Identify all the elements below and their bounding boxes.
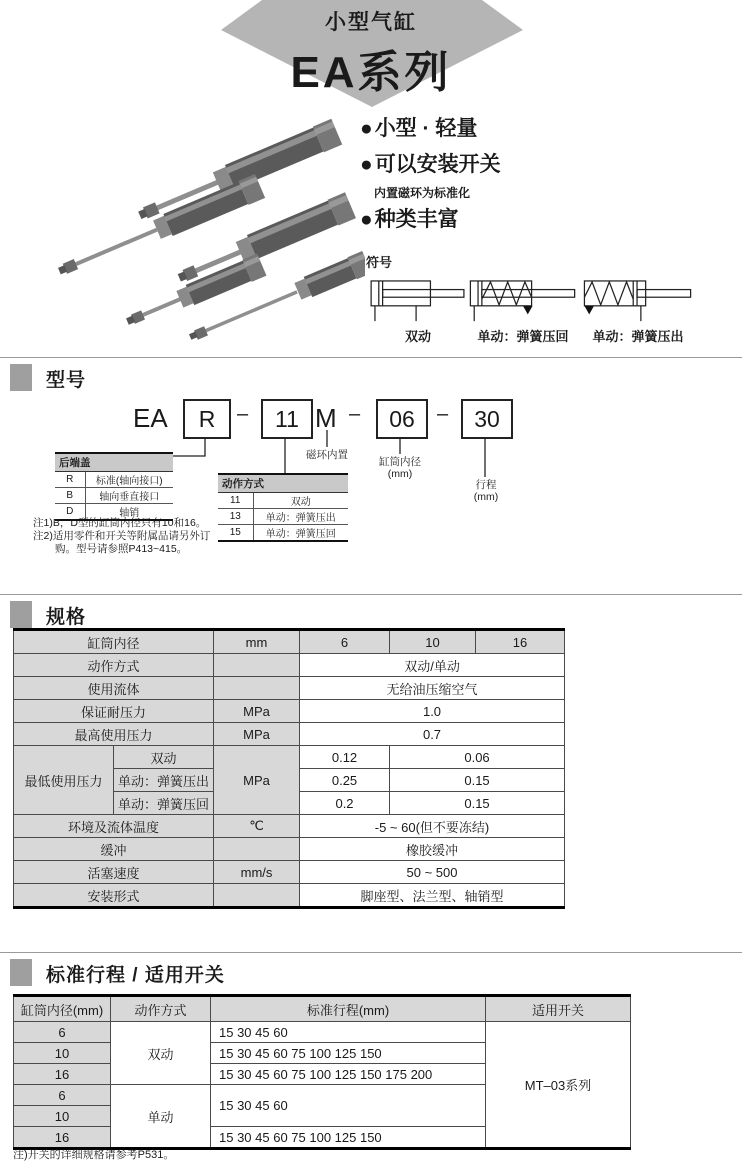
value-cell: 双动/单动 [300, 654, 565, 677]
model-code-rear-cap-box: R [183, 399, 231, 439]
spec-sublabel: 单动：弹簧压出 [114, 769, 214, 792]
unit-cell: MPa [214, 746, 300, 815]
stroke-cell: 15 30 45 60 75 100 125 150 175 200 [211, 1064, 486, 1085]
value-cell: 0.06 [390, 746, 565, 769]
stroke-cell: 15 30 45 60 75 100 125 150 [211, 1127, 486, 1149]
symbol-caption: 单动：弹簧压回 [477, 329, 569, 344]
spec-sublabel: 双动 [114, 746, 214, 769]
model-code-magnet: M [315, 403, 337, 433]
bullet-icon: ● [360, 153, 373, 176]
double-acting-symbol-icon [370, 280, 466, 324]
unit-cell [214, 884, 300, 908]
spec-label: 缓冲 [14, 838, 214, 861]
unit-cell [214, 654, 300, 677]
bullet-icon: ● [360, 117, 373, 140]
action-table-title: 动作方式 [218, 474, 348, 493]
model-code-prefix: EA [133, 403, 168, 433]
table-row [14, 838, 565, 861]
unit-cell [214, 677, 300, 700]
desc-cell: 轴向垂直接口 [85, 488, 173, 504]
single-acting-return-symbol-icon [468, 280, 578, 324]
bore-cell: 10 [14, 1043, 111, 1064]
bore-10: 10 [390, 630, 476, 654]
section-title: 型号 [46, 370, 87, 391]
table-row [14, 884, 565, 908]
table-row [55, 488, 173, 504]
stroke-cell: 15 30 45 60 [211, 1022, 486, 1043]
value-cell: 0.15 [390, 769, 565, 792]
stroke-cell: 15 30 45 60 [211, 1085, 486, 1127]
feature-text: 种类丰富 [374, 208, 459, 231]
model-code-stroke-box: 30 [461, 399, 513, 439]
rear-cap-table [55, 452, 173, 521]
symbol-single-acting-push [582, 280, 694, 345]
switch-cell: MT–03系列 [486, 1022, 631, 1149]
stroke-cell: 15 30 45 60 75 100 125 150 [211, 1043, 486, 1064]
section-marker-icon [10, 364, 32, 391]
spec-label: 最高使用压力 [14, 723, 214, 746]
value-cell: 无给油压缩空气 [300, 677, 565, 700]
table-row [14, 677, 565, 700]
section-header-stroke [0, 952, 742, 989]
unit-cell: ℃ [214, 815, 300, 838]
model-code-dash: – [437, 403, 449, 425]
section-header-model [0, 357, 742, 394]
action-cell: 单动 [111, 1085, 211, 1149]
code-cell: 15 [218, 525, 253, 542]
spec-sublabel: 单动：弹簧压回 [114, 792, 214, 815]
bore-cell: 16 [14, 1064, 111, 1085]
table-row [14, 746, 565, 769]
symbol-caption: 单动：弹簧压出 [592, 329, 684, 344]
symbol-single-acting-return [468, 280, 578, 345]
code-cell: B [55, 488, 85, 504]
stroke-label-line1: 行程 [475, 479, 497, 491]
feature-sub-note: 内置磁环为标准化 [374, 186, 471, 200]
spec-label: 使用流体 [14, 677, 214, 700]
desc-cell: 轴销 [85, 504, 173, 521]
series-title: EA系列 [290, 48, 452, 97]
model-code-bore-box: 06 [376, 399, 428, 439]
bore-label-line1: 缸筒内径 [379, 456, 421, 468]
feature-item [360, 148, 501, 178]
model-code-dash: – [237, 403, 249, 425]
value-cell: 0.25 [300, 769, 390, 792]
action-cell: 双动 [111, 1022, 211, 1085]
value-cell: 0.15 [390, 792, 565, 815]
table-header-row [14, 996, 631, 1022]
unit-cell: mm/s [214, 861, 300, 884]
spec-label: 动作方式 [14, 654, 214, 677]
symbols-title: 符号 [366, 255, 393, 270]
unit-cell: MPa [214, 723, 300, 746]
table-row [14, 700, 565, 723]
stroke-label [456, 479, 516, 503]
bore-label [370, 456, 430, 480]
model-note-2: 注2)适用零件和开关等附属品请另外订 [33, 530, 211, 542]
value-cell: -5 ~ 60(但不要冻结) [300, 815, 565, 838]
desc-cell: 双动 [253, 493, 348, 509]
desc-cell: 单动：弹簧压出 [253, 509, 348, 525]
spec-label: 活塞速度 [14, 861, 214, 884]
bullet-icon: ● [360, 208, 373, 231]
feature-text: 小型 · 轻量 [374, 117, 478, 140]
switch-detail-note: 注)开关的详细规格请参考P531。 [13, 1149, 175, 1161]
section-marker-icon [10, 601, 32, 628]
table-row [55, 472, 173, 488]
header-cell: 适用开关 [486, 996, 631, 1022]
table-row [218, 509, 348, 525]
spec-table [13, 628, 565, 909]
code-cell: D [55, 504, 85, 521]
unit-cell [214, 838, 300, 861]
desc-cell: 单动：弹簧压回 [253, 525, 348, 542]
rear-cap-table-title: 后端盖 [55, 453, 173, 472]
table-row [14, 1022, 631, 1043]
feature-text: 可以安装开关 [374, 153, 501, 176]
value-cell: 1.0 [300, 700, 565, 723]
feature-item [360, 203, 459, 233]
unit-cell: mm [214, 630, 300, 654]
table-row [218, 493, 348, 509]
code-cell: R [55, 472, 85, 488]
model-code-dash: – [349, 403, 361, 425]
table-row [14, 861, 565, 884]
code-cell: 13 [218, 509, 253, 525]
table-row [14, 654, 565, 677]
stroke-switch-table [13, 994, 631, 1150]
feature-item [360, 112, 477, 142]
header-cell: 标准行程(mm) [211, 996, 486, 1022]
section-marker-icon [10, 959, 32, 986]
symbol-double-acting [370, 280, 466, 345]
value-cell: 0.7 [300, 723, 565, 746]
bore-6: 6 [300, 630, 390, 654]
section-title: 规格 [46, 607, 87, 628]
bore-cell: 10 [14, 1106, 111, 1127]
single-acting-push-symbol-icon [582, 280, 694, 324]
spec-label: 安装形式 [14, 884, 214, 908]
section-title: 标准行程 / 适用开关 [46, 965, 225, 986]
bore-cell: 6 [14, 1085, 111, 1106]
bore-label-line2: (mm) [387, 468, 413, 480]
product-category: 小型气缸 [325, 11, 417, 34]
spec-label: 保证耐压力 [14, 700, 214, 723]
action-mode-table [218, 473, 348, 542]
spec-label: 环境及流体温度 [14, 815, 214, 838]
model-note-3: 购。型号请参照P413~415。 [55, 543, 188, 555]
value-cell: 0.12 [300, 746, 390, 769]
unit-cell: MPa [214, 700, 300, 723]
value-cell: 50 ~ 500 [300, 861, 565, 884]
spec-label: 最低使用压力 [14, 746, 114, 815]
bore-16: 16 [476, 630, 565, 654]
section-header-specs [0, 594, 742, 631]
magnet-label: 磁环内置 [306, 449, 348, 461]
stroke-label-line2: (mm) [473, 491, 499, 503]
header-cell: 缸筒内径(mm) [14, 996, 111, 1022]
table-row [218, 525, 348, 542]
bore-cell: 6 [14, 1022, 111, 1043]
value-cell: 0.2 [300, 792, 390, 815]
code-cell: 11 [218, 493, 253, 509]
table-row [14, 630, 565, 654]
table-row [14, 723, 565, 746]
desc-cell: 标准(轴向接口) [85, 472, 173, 488]
bore-cell: 16 [14, 1127, 111, 1149]
model-code-action-box: 11 [261, 399, 313, 439]
product-photo-cylinders [20, 115, 365, 355]
table-row [14, 815, 565, 838]
symbol-caption: 双动 [404, 329, 431, 344]
value-cell: 橡胶缓冲 [300, 838, 565, 861]
header-cell: 动作方式 [111, 996, 211, 1022]
model-note-1: 注1)B，D型的缸筒内径只有10和16。 [33, 517, 207, 529]
value-cell: 脚座型、法兰型、轴销型 [300, 884, 565, 908]
spec-label: 缸筒内径 [14, 630, 214, 654]
